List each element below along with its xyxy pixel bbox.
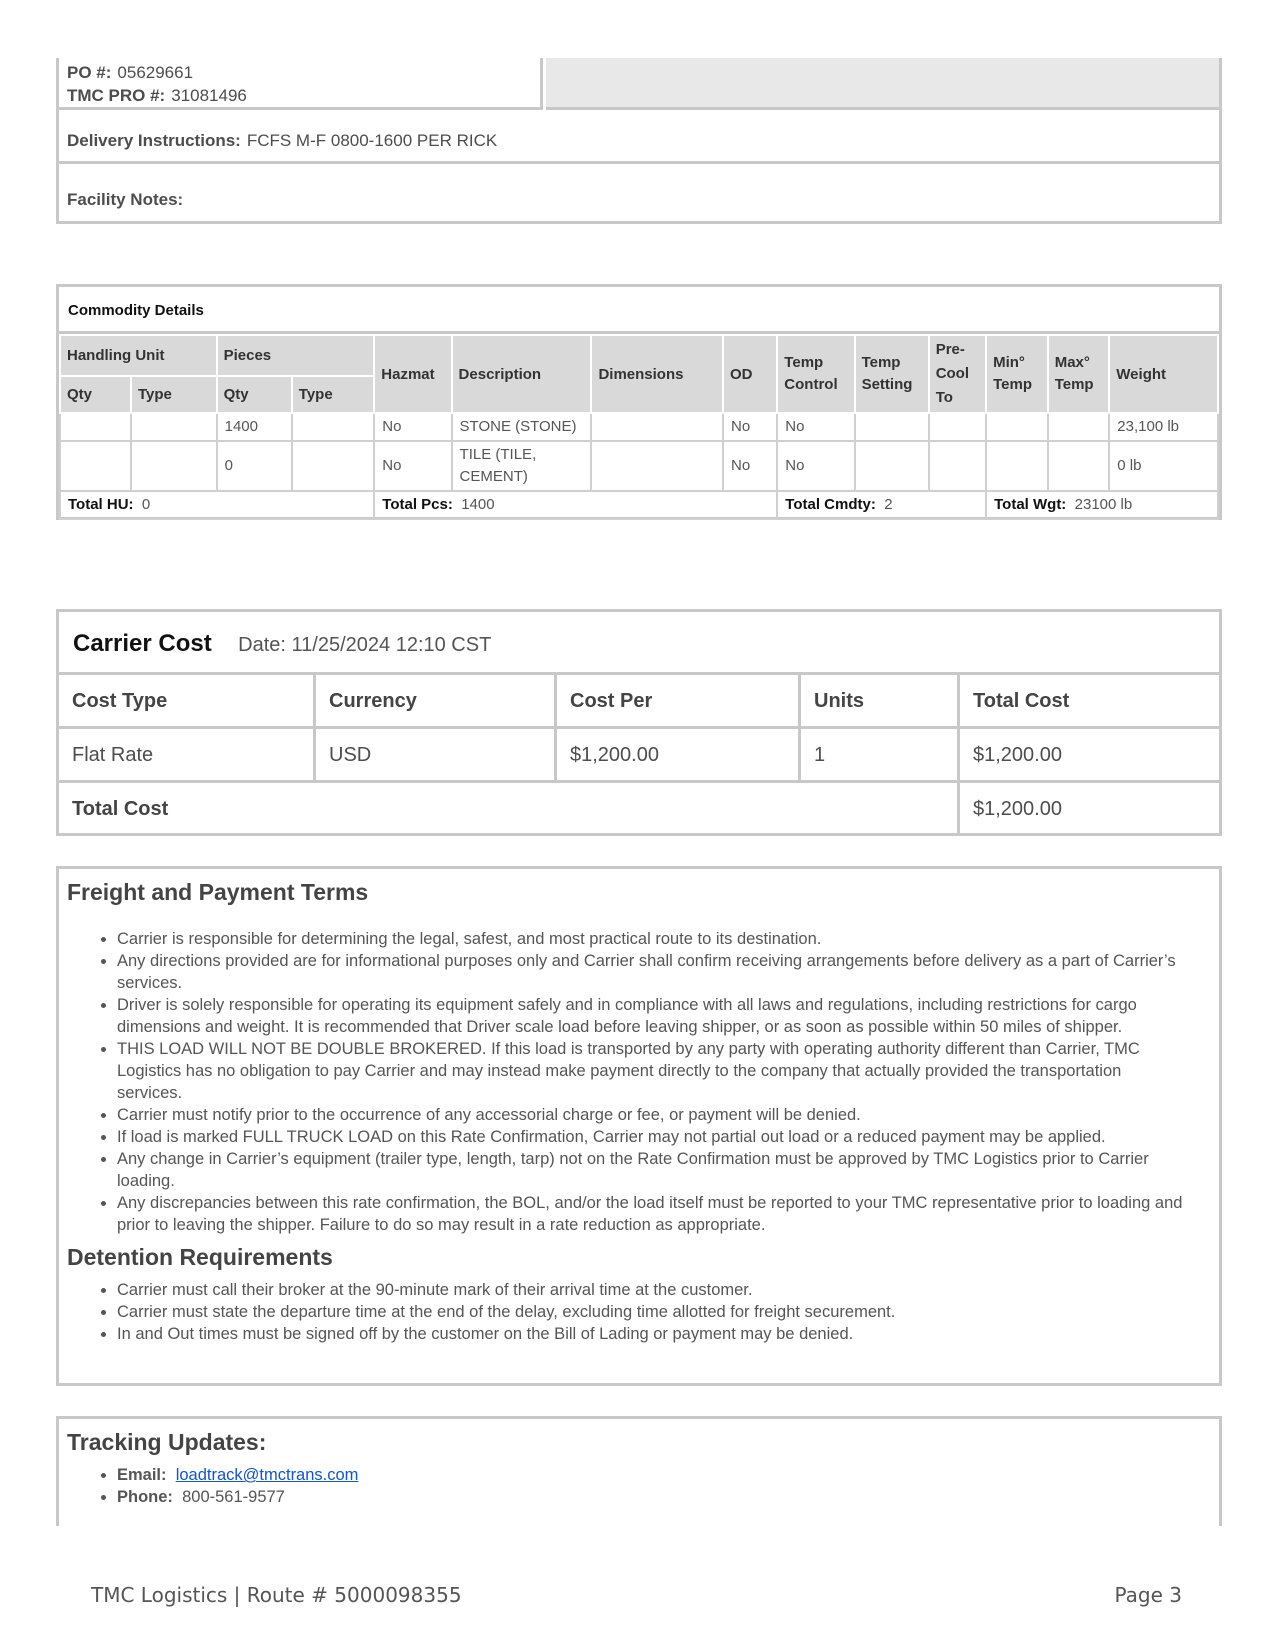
commodity-title: Commodity Details xyxy=(59,287,1219,334)
hazmat-header: Hazmat xyxy=(374,335,451,413)
total-hu-label: Total HU: xyxy=(68,496,134,513)
commodity-details-box xyxy=(56,284,1222,520)
carrier-cost-box xyxy=(56,609,1222,836)
list-item: • Carrier must notify prior to the occurrence of any accessorial charge or fee, or payment will be denied. xyxy=(117,1104,1189,1126)
description-cell: STONE (STONE) xyxy=(452,413,592,441)
pre-cool-cell xyxy=(929,441,986,491)
max-temp-cell xyxy=(1048,413,1110,441)
total-wgt-value: 23100 lb xyxy=(1074,496,1133,513)
phone-value: 800-561-9577 xyxy=(182,1488,285,1506)
total-cost-cell: $1,200.00 xyxy=(973,744,1062,766)
delivery-label: Delivery Instructions: xyxy=(67,131,241,150)
totals-row xyxy=(60,491,1218,519)
carrier-cost-title: Carrier Cost xyxy=(73,630,212,657)
cost-type-header: Cost Type xyxy=(59,675,316,726)
hu-qty-cell xyxy=(60,413,131,441)
hu-type-cell xyxy=(131,441,217,491)
hu-qty-cell xyxy=(60,441,131,491)
facility-label: Facility Notes: xyxy=(67,190,184,209)
hu-type-cell xyxy=(131,413,217,441)
cost-per-cell: $1,200.00 xyxy=(557,729,801,780)
tracking-updates xyxy=(56,1416,1222,1526)
hu-type-header: Type xyxy=(131,376,217,413)
pieces-header: Pieces xyxy=(217,335,375,376)
pc-qty-cell: 1400 xyxy=(217,413,292,441)
cost-header-row xyxy=(59,675,1219,729)
terms-title: Freight and Payment Terms xyxy=(67,879,369,905)
hazmat-cell: No xyxy=(374,413,451,441)
pre-cool-cell xyxy=(929,413,986,441)
pc-type-cell xyxy=(292,413,375,441)
list-item: • Any directions provided are for informational purposes only and Carrier shall confirm receiving arrangements before delivery as a part of Carrier’s services. xyxy=(117,950,1189,994)
carrier-cost-header xyxy=(59,612,1219,675)
carrier-cost-date: Date: 11/25/2024 12:10 CST xyxy=(238,634,492,656)
cost-per-header: Cost Per xyxy=(557,675,801,726)
min-temp-header: Min° Temp xyxy=(986,335,1048,413)
total-pcs-label: Total Pcs: xyxy=(382,496,453,513)
temp-control-cell: No xyxy=(777,441,854,491)
grand-total-label: Total Cost xyxy=(59,783,960,834)
list-item: • Carrier must state the departure time at the end of the delay, excluding time allotted for freight securement. xyxy=(117,1301,1189,1323)
list-item: • Any discrepancies between this rate confirmation, the BOL, and/or the load itself must be reported to your TMC representative prior to loading and prior to leaving the shipper. Failure to do so may result in a rate reduction as appropriate. xyxy=(117,1192,1189,1236)
dimensions-cell xyxy=(591,413,723,441)
pre-cool-header: Pre-Cool To xyxy=(929,335,986,413)
delivery-instructions xyxy=(59,110,1219,164)
email-link[interactable]: loadtrack@tmctrans.com xyxy=(175,1466,359,1484)
od-cell: No xyxy=(723,441,777,491)
total-wgt xyxy=(986,491,1218,519)
dimensions-cell xyxy=(591,441,723,491)
pro-label: TMC PRO #: xyxy=(67,86,166,105)
list-item: • Carrier is responsible for determining the legal, safest, and most practical route to its destination. xyxy=(117,928,1189,950)
max-temp-cell xyxy=(1048,441,1110,491)
currency-header: Currency xyxy=(316,675,557,726)
freight-payment-terms xyxy=(56,866,1222,1386)
units-cell: 1 xyxy=(801,729,960,780)
weight-cell: 0 lb xyxy=(1109,441,1218,491)
tracking-title: Tracking Updates: xyxy=(67,1429,267,1455)
footer-page-number: Page 3 xyxy=(1114,1583,1182,1607)
total-cmdty-value: 2 xyxy=(884,496,893,513)
phone-item xyxy=(117,1486,1219,1508)
weight-cell: 23,100 lb xyxy=(1109,413,1218,441)
min-temp-cell xyxy=(986,413,1048,441)
facility-notes xyxy=(59,164,1219,221)
cost-row xyxy=(59,729,1219,783)
tracking-list xyxy=(67,1464,1219,1508)
phone-label: Phone: xyxy=(117,1488,173,1506)
total-cmdty xyxy=(777,491,986,519)
cost-total-row xyxy=(59,783,1219,837)
min-temp-cell xyxy=(986,441,1048,491)
temp-control-cell: No xyxy=(777,413,854,441)
empty-info-cell xyxy=(546,58,1219,110)
list-item: • THIS LOAD WILL NOT BE DOUBLE BROKERED. If this load is transported by any party with operating authority different than Carrier, TMC Logistics has no obligation to pay Carrier and may instead make payment directly to the company that actually provided the transportation services. xyxy=(117,1038,1189,1104)
po-label: PO #: xyxy=(67,63,112,82)
total-pcs-value: 1400 xyxy=(461,496,495,513)
pc-qty-cell: 0 xyxy=(217,441,292,491)
list-item: • Any change in Carrier’s equipment (trailer type, length, tarp) not on the Rate Confirmation must be approved by TMC Logistics prior to Carrier loading. xyxy=(117,1148,1189,1192)
description-header: Description xyxy=(452,335,592,413)
load-info-box xyxy=(56,58,1222,224)
weight-header: Weight xyxy=(1109,335,1218,413)
temp-control-header: Temp Control xyxy=(777,335,854,413)
list-item: • In and Out times must be signed off by the customer on the Bill of Lading or payment may be denied. xyxy=(117,1323,1189,1345)
od-header: OD xyxy=(723,335,777,413)
pc-qty-header: Qty xyxy=(217,376,292,413)
detention-list xyxy=(67,1279,1189,1345)
hu-qty-header: Qty xyxy=(60,376,131,413)
pc-type-header: Type xyxy=(292,376,375,413)
commodity-table xyxy=(59,334,1219,520)
currency-cell: USD xyxy=(316,729,557,780)
table-row xyxy=(60,441,1218,491)
total-cost-header: Total Cost xyxy=(973,690,1070,712)
list-item: • Carrier must call their broker at the 90-minute mark of their arrival time at the customer. xyxy=(117,1279,1189,1301)
units-header: Units xyxy=(801,675,960,726)
pc-type-cell xyxy=(292,441,375,491)
temp-setting-header: Temp Setting xyxy=(855,335,929,413)
description-cell: TILE (TILE, CEMENT) xyxy=(452,441,592,491)
temp-setting-cell xyxy=(855,441,929,491)
list-item: • If load is marked FULL TRUCK LOAD on this Rate Confirmation, Carrier may not partial out load or a reduced payment may be applied. xyxy=(117,1126,1189,1148)
od-cell: No xyxy=(723,413,777,441)
grand-total-value: $1,200.00 xyxy=(973,798,1062,820)
total-wgt-label: Total Wgt: xyxy=(994,496,1067,513)
po-value: 05629661 xyxy=(117,63,194,82)
total-hu xyxy=(60,491,374,519)
detention-title: Detention Requirements xyxy=(67,1244,333,1270)
pro-value: 31081496 xyxy=(171,86,247,105)
total-hu-value: 0 xyxy=(141,496,151,513)
hazmat-cell: No xyxy=(374,441,451,491)
dimensions-header: Dimensions xyxy=(591,335,723,413)
reference-numbers xyxy=(59,58,543,110)
total-pcs xyxy=(374,491,777,519)
email-label: Email: xyxy=(117,1466,167,1484)
table-row xyxy=(60,413,1218,441)
temp-setting-cell xyxy=(855,413,929,441)
handling-unit-header: Handling Unit xyxy=(60,335,217,376)
total-cmdty-label: Total Cmdty: xyxy=(785,496,876,513)
delivery-value: FCFS M-F 0800-1600 PER RICK xyxy=(246,131,498,150)
list-item: • Driver is solely responsible for operating its equipment safely and in compliance with all laws and regulations, including restrictions for cargo dimensions and weight. It is recommended that Driver scale load before leaving shipper, or as soon as possible within 50 miles of shipper. xyxy=(117,994,1189,1038)
terms-list xyxy=(67,928,1189,1236)
footer-route: TMC Logistics | Route # 5000098355 xyxy=(91,1583,462,1607)
cost-type-cell: Flat Rate xyxy=(59,729,316,780)
email-item xyxy=(117,1464,1219,1486)
max-temp-header: Max° Temp xyxy=(1048,335,1110,413)
